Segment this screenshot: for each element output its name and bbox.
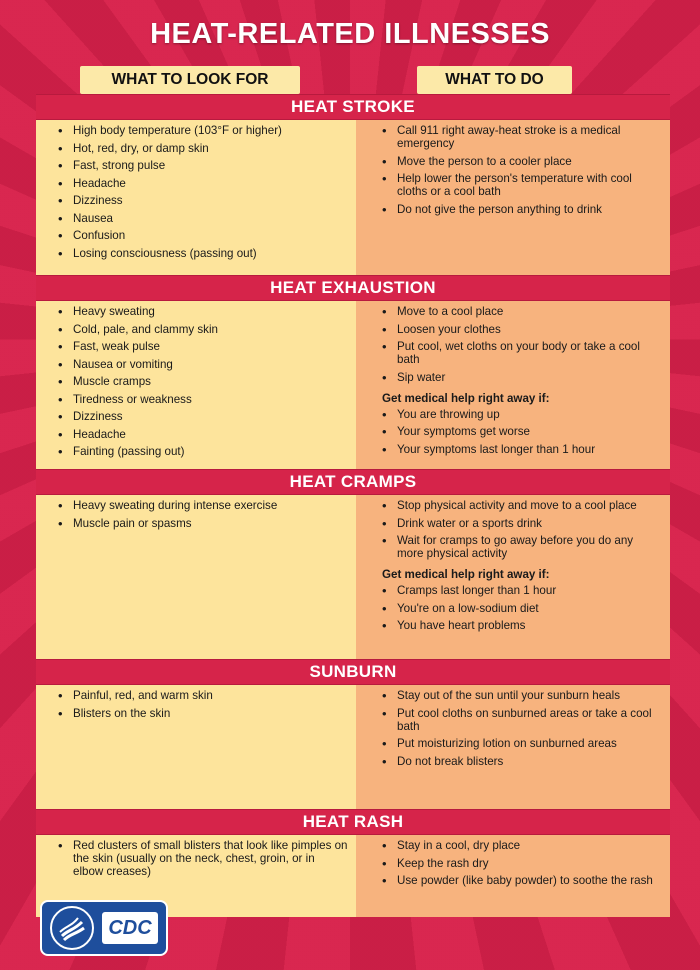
list-item: • High body temperature (103°F or higher) <box>58 124 348 137</box>
list-item: • Do not give the person anything to drink <box>382 203 662 216</box>
list-item: • Put moisturizing lotion on sunburned areas <box>382 737 662 750</box>
list-item: • Cold, pale, and clammy skin <box>58 323 348 336</box>
list-item: • Dizziness <box>58 194 348 207</box>
list-item: • Sip water <box>382 371 662 384</box>
look-for-cell <box>36 685 356 809</box>
list-item: • Cramps last longer than 1 hour <box>382 584 662 597</box>
list-item: • Put cool cloths on sunburned areas or take a cool bath <box>382 707 662 733</box>
list-item: • Headache <box>58 177 348 190</box>
what-to-do-cell <box>356 685 670 809</box>
list-item: • Blisters on the skin <box>58 707 348 720</box>
hhs-seal-icon <box>50 906 94 950</box>
what-to-do-cell <box>356 495 670 659</box>
list-item: • Muscle cramps <box>58 375 348 388</box>
section-heat-stroke <box>36 94 670 275</box>
list-item: • Tiredness or weakness <box>58 393 348 406</box>
medical-help-heading: Get medical help right away if: <box>382 391 550 405</box>
section-heading: HEAT RASH <box>36 809 670 835</box>
list-item: • Headache <box>58 428 348 441</box>
list-item: • Fast, strong pulse <box>58 159 348 172</box>
list-item: • Fast, weak pulse <box>58 340 348 353</box>
list-item: • Your symptoms get worse <box>382 425 662 438</box>
section-sunburn <box>36 659 670 809</box>
section-heat-cramps <box>36 469 670 659</box>
list-item: • Stay out of the sun until your sunburn heals <box>382 689 662 702</box>
look-for-cell <box>36 120 356 275</box>
column-header-look-for: WHAT TO LOOK FOR <box>80 66 300 94</box>
list-item: • Hot, red, dry, or damp skin <box>58 142 348 155</box>
list-item: • Losing consciousness (passing out) <box>58 247 348 260</box>
list-item: • You have heart problems <box>382 619 662 632</box>
list-item: • Fainting (passing out) <box>58 445 348 458</box>
list-item: • Put cool, wet cloths on your body or take a cool bath <box>382 340 662 366</box>
look-for-cell <box>36 301 356 469</box>
section-heading: HEAT CRAMPS <box>36 469 670 495</box>
section-heading: HEAT STROKE <box>36 94 670 120</box>
list-item: • Your symptoms last longer than 1 hour <box>382 443 662 456</box>
list-item: • Painful, red, and warm skin <box>58 689 348 702</box>
list-item: • Red clusters of small blisters that look like pimples on the skin (usually on the neck, chest, groin, or in elbow creases) <box>58 839 348 878</box>
list-item: • Nausea or vomiting <box>58 358 348 371</box>
cdc-wordmark: CDC <box>102 912 158 944</box>
list-item: • Move the person to a cooler place <box>382 155 662 168</box>
list-item: • Dizziness <box>58 410 348 423</box>
medical-help-heading: Get medical help right away if: <box>382 568 550 581</box>
list-item: • Call 911 right away-heat stroke is a medical emergency <box>382 124 662 150</box>
list-item: • You are throwing up <box>382 408 662 421</box>
list-item: • Wait for cramps to go away before you do any more physical activity <box>382 534 662 560</box>
section-heat-exhaustion <box>36 275 670 469</box>
list-item: • Muscle pain or spasms <box>58 517 348 530</box>
list-item: • Heavy sweating during intense exercise <box>58 499 348 512</box>
list-item: • Stay in a cool, dry place <box>382 839 662 852</box>
list-item: • Confusion <box>58 229 348 242</box>
list-item: • Loosen your clothes <box>382 323 662 336</box>
list-item: • Drink water or a sports drink <box>382 517 662 530</box>
list-item: • Do not break blisters <box>382 755 662 768</box>
column-header-what-to-do: WHAT TO DO <box>417 66 572 94</box>
what-to-do-cell <box>356 835 670 917</box>
what-to-do-cell <box>356 301 670 469</box>
section-heading: SUNBURN <box>36 659 670 685</box>
illness-table <box>36 94 670 917</box>
list-item: • You're on a low-sodium diet <box>382 602 662 615</box>
list-item: • Keep the rash dry <box>382 857 662 870</box>
list-item: • Use powder (like baby powder) to soothe the rash <box>382 874 662 887</box>
section-heading: HEAT EXHAUSTION <box>36 275 670 301</box>
cdc-logo <box>40 900 168 956</box>
what-to-do-cell <box>356 120 670 275</box>
list-item: • Move to a cool place <box>382 305 662 318</box>
look-for-cell <box>36 495 356 659</box>
list-item: • Help lower the person's temperature with cool cloths or a cool bath <box>382 172 662 198</box>
list-item: • Stop physical activity and move to a cool place <box>382 499 662 512</box>
list-item: • Heavy sweating <box>58 305 348 318</box>
list-item: • Nausea <box>58 212 348 225</box>
page-title: HEAT-RELATED ILLNESSES <box>150 18 550 50</box>
